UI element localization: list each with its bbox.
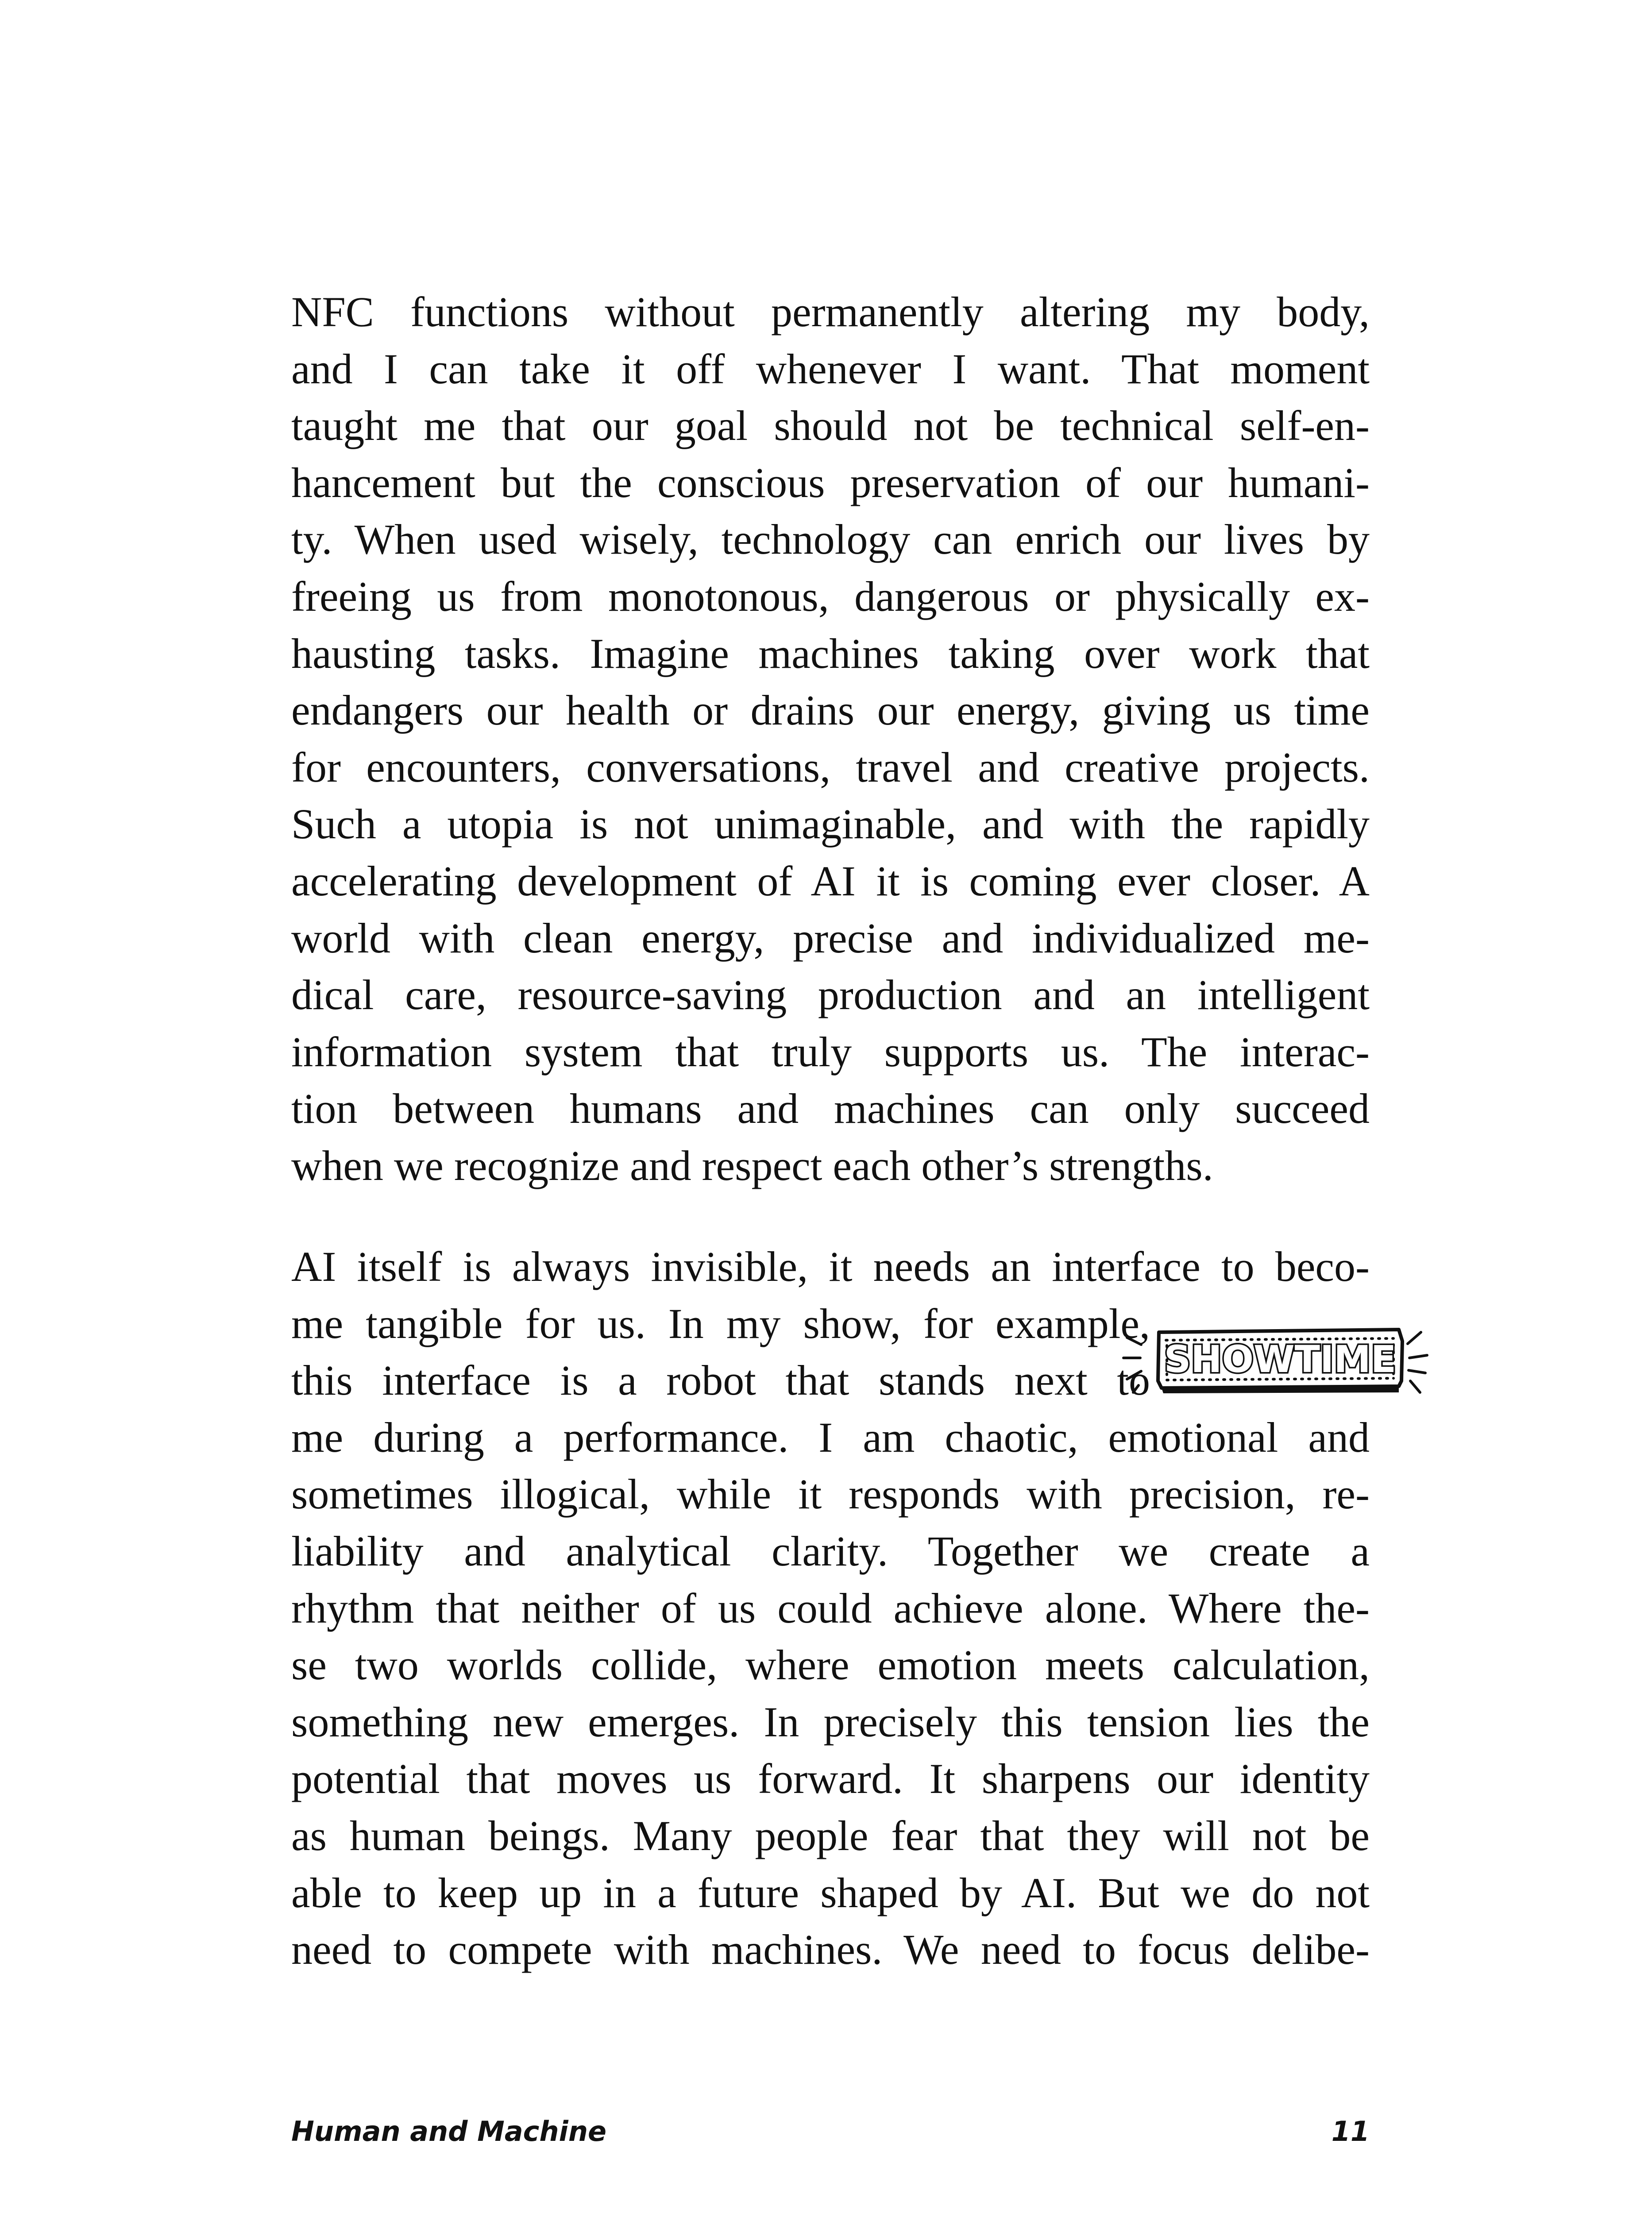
text-line: endangers our health or drains our energy, giving us time [291, 686, 1370, 734]
text-line: NFC functions without permanently altering my body, [291, 288, 1370, 335]
text-line: potential that moves us forward. It sharpens our identity [291, 1755, 1370, 1803]
text-line: for encounters, conversations, travel and creative projects. [291, 743, 1370, 791]
page-number: 11 [1331, 2115, 1370, 2147]
text-line: hancement but the conscious preservation of our humani- [291, 459, 1370, 506]
text-line: accelerating development of AI it is coming ever closer. A [291, 857, 1370, 905]
text-line: able to keep up in a future shaped by AI. But we do not [291, 1869, 1370, 1916]
text-line: hausting tasks. Imagine machines taking over work that [291, 629, 1370, 677]
text-line: AI itself is always invisible, it needs an interface to beco- [291, 1243, 1370, 1290]
text-line: when we recognize and respect each other’s strengths. [291, 1141, 1213, 1189]
text-line: rhythm that neither of us could achieve alone. Where the- [291, 1584, 1370, 1632]
text-line: me tangible for us. In my show, for example, [291, 1299, 1150, 1347]
text-line: tion between humans and machines can only succeed [291, 1085, 1370, 1133]
running-footer-title: Human and Machine [291, 2115, 607, 2147]
text-line: need to compete with machines. We need to focus delibe- [291, 1926, 1370, 1974]
text-line: freeing us from monotonous, dangerous or physically ex- [291, 572, 1370, 620]
paragraph-1 [291, 284, 1370, 1195]
showtime-label: SHOWTIME [1164, 1338, 1397, 1381]
text-line: me during a performance. I am chaotic, emotional and [291, 1413, 1370, 1461]
text-line: taught me that our goal should not be technical self-en- [291, 402, 1370, 450]
text-line: Such a utopia is not unimaginable, and with the rapidly [291, 800, 1370, 848]
text-line: and I can take it off whenever I want. That moment [291, 345, 1370, 393]
text-line: se two worlds collide, where emotion meets calculation, [291, 1641, 1370, 1689]
text-line: sometimes illogical, while it responds with precision, re- [291, 1470, 1370, 1518]
text-line: information system that truly supports us. The interac- [291, 1028, 1370, 1076]
text-line: something new emerges. In precisely this tension lies the [291, 1698, 1370, 1746]
text-line: ty. When used wisely, technology can enrich our lives by [291, 516, 1370, 563]
text-line: dical care, resource-saving production and an intelligent [291, 971, 1370, 1019]
text-line: world with clean energy, precise and individualized me- [291, 914, 1370, 962]
text-line: liability and analytical clarity. Together we create a [291, 1527, 1370, 1575]
showtime-sign-icon [1115, 1315, 1434, 1403]
text-line: as human beings. Many people fear that they will not be [291, 1812, 1370, 1859]
text-line: this interface is a robot that stands next to [291, 1357, 1150, 1404]
